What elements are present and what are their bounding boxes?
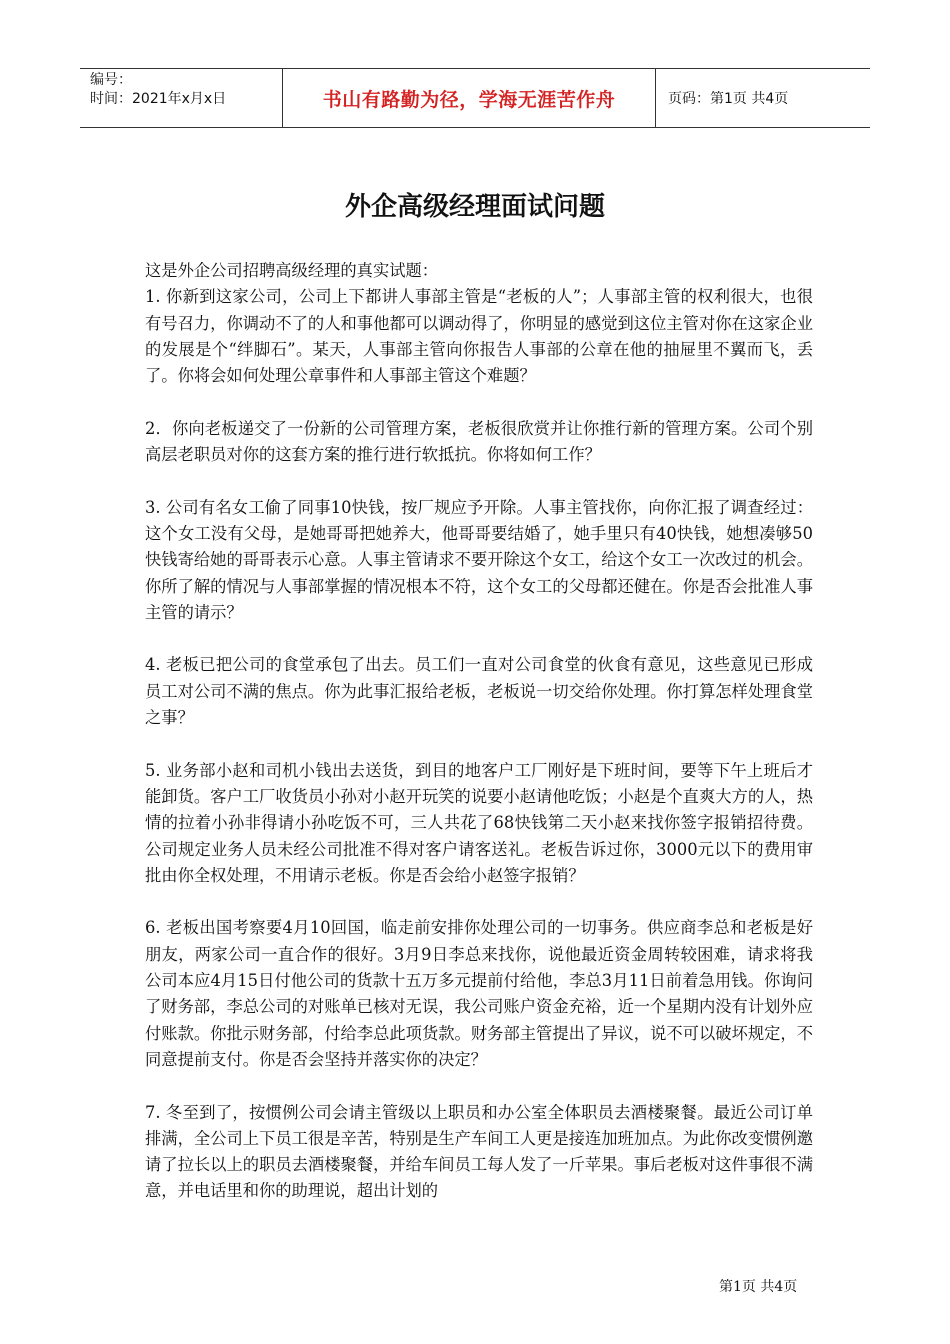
question-paragraph: 7. 冬至到了，按惯例公司会请主管级以上职员和办公室全体职员去酒楼聚餐。最近公司订单排满，全公司上下员工很是辛苦，特别是生产车间工人更是接连加班加点。为此你改变惯例邀请了拉长以上的职员去酒楼聚餐，并给车间员工每人发了一斤苹果。事后老板对这件事很不满意，并电话里和你的助理说，超出计划的 <box>145 1102 813 1201</box>
document-title: 外企高级经理面试问题 <box>344 192 605 222</box>
page-header <box>80 68 870 128</box>
question-paragraph: 4. 老板已把公司的食堂承包了出去。员工们一直对公司食堂的伙食有意见，这些意见已形成员工对公司不满的焦点。你为此事汇报给老板，老板说一切交给你处理。你打算怎样处理食堂之事？ <box>145 655 813 728</box>
header-motto: 书山有路勤为径，学海无涯苦作舟 <box>282 69 656 127</box>
question-paragraph: 5. 业务部小赵和司机小钱出去送货，到目的地客户工厂刚好是下班时间，要等下午上班后才能卸货。客户工厂收货员小孙对小赵开玩笑的说要小赵请他吃饭；小赵是个直爽大方的人，热情的拉着小孙非得请小孙吃饭不可，三人共花了68快钱第二天小赵来找你签字报销招待费。公司规定业务人员未经公司批准不得对客户请客送礼。老板告诉过你，3000元以下的费用审批由你全权处理，不用请示老板。你是否会给小赵签字报销？ <box>145 760 813 885</box>
question-paragraph: 2．你向老板递交了一份新的公司管理方案，老板很欣赏并让你推行新的管理方案。公司个别高层老职员对你的这套方案的推行进行软抵抗。你将如何工作？ <box>145 418 813 465</box>
document-date-label: 时间：2021年x月x日 <box>90 91 227 107</box>
question-paragraph: 3. 公司有名女工偷了同事10快钱，按厂规应予开除。人事主管找你，向你汇报了调查经过：这个女工没有父母，是她哥哥把她养大，他哥哥要结婚了，她手里只有40快钱，她想凑够50快钱寄给她的哥哥表示心意。人事主管请求不要开除这个女工，给这个女工一次改过的机会。你所了解的情况与人事部掌握的情况根本不符，这个女工的父母都还健在。你是否会批准人事主管的请示？ <box>145 497 813 622</box>
header-meta <box>80 69 282 127</box>
document-number-label: 编号： <box>90 72 132 88</box>
intro-paragraph: 这是外企公司招聘高级经理的真实试题： <box>145 261 439 280</box>
page-footer: 第1页 共4页 <box>719 1279 798 1295</box>
document-body <box>145 258 813 1205</box>
header-page-number: 页码：第1页 共4页 <box>668 91 789 107</box>
question-paragraph: 1. 你新到这家公司，公司上下都讲人事部主管是“老板的人”；人事部主管的权利很大，也很有号召力，你调动不了的人和事他都可以调动得了，你明显的感觉到这位主管对你在这家企业的发展是个“绊脚石”。某天，人事部主管向你报告人事部的公章在他的抽屉里不翼而飞，丢了。你将会如何处理公章事件和人事部主管这个难题？ <box>145 287 813 386</box>
question-paragraph: 6. 老板出国考察要4月10回国，临走前安排你处理公司的一切事务。供应商李总和老板是好朋友，两家公司一直合作的很好。3月9日李总来找你，说他最近资金周转较困难，请求将我公司本应4月15日付他公司的货款十五万多元提前付给他，李总3月11日前着急用钱。你询问了财务部，李总公司的对账单已核对无误，我公司账户资金充裕，近一个星期内没有计划外应付账款。你批示财务部，付给李总此项货款。财务部主管提出了异议，说不可以破坏规定，不同意提前支付。你是否会坚持并落实你的决定？ <box>145 918 813 1069</box>
